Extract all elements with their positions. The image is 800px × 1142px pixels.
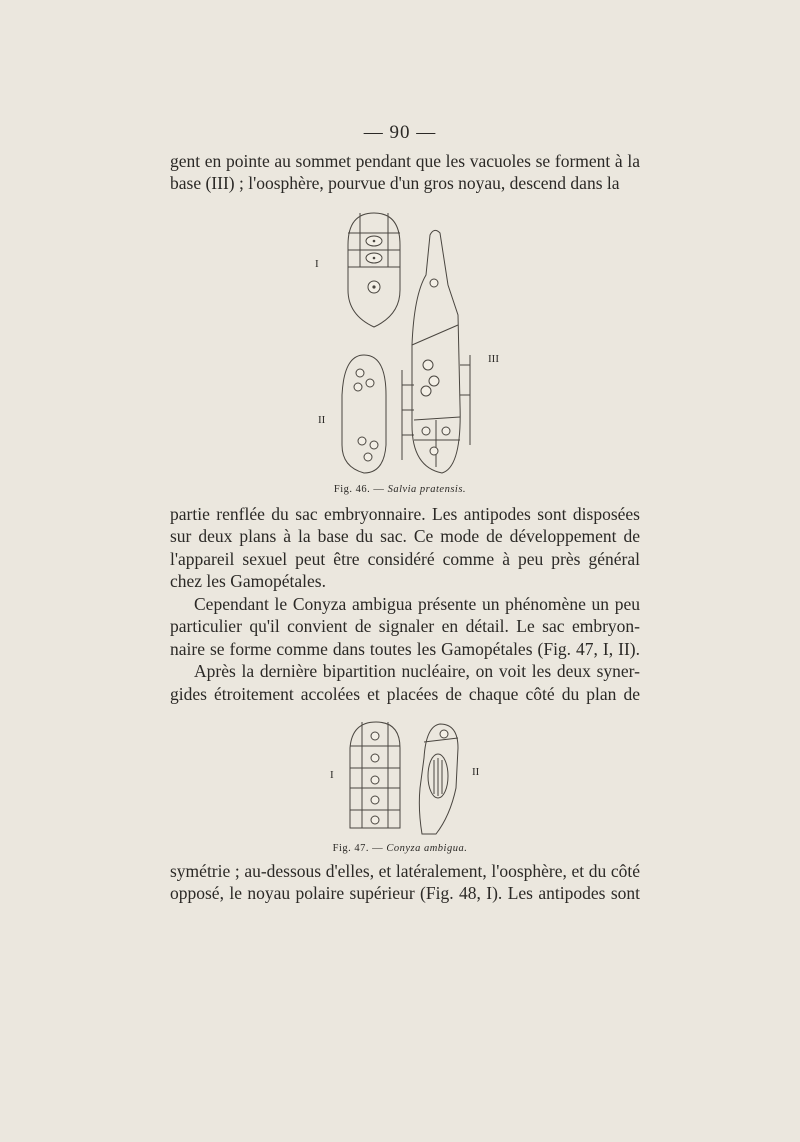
text-line: Cependant le Conyza ambigua présente un phénomène un peu xyxy=(194,594,640,614)
fig47-caption-prefix: Fig. 47. — xyxy=(332,843,384,854)
fig46-drawing-i xyxy=(348,213,400,327)
fig47-caption xyxy=(0,843,800,854)
fig46-caption-prefix: Fig. 46. — xyxy=(333,484,385,495)
fig46-caption xyxy=(0,484,800,495)
fig46-drawing-iii xyxy=(402,230,470,473)
fig47-label-ii: II xyxy=(472,766,480,778)
text-line: naire se forme comme dans toutes les Gamopétales (Fig. 47, I, II). xyxy=(170,638,640,659)
fig47-illustration xyxy=(340,718,470,838)
fig47-drawing-ii xyxy=(419,724,458,834)
text-line: opposé, le noyau polaire supérieur (Fig. 48, I). Les antipodes sont xyxy=(170,883,640,904)
text-line: Après la dernière bipartition nucléaire, on voit les deux syner- xyxy=(194,661,640,682)
fig46-label-i: I xyxy=(315,258,319,270)
fig46-label-iii: III xyxy=(488,353,499,365)
text-line: particulier qu'il convient de signaler en détail. Le sac embryon- xyxy=(170,616,640,637)
page-number: — 90 — xyxy=(363,122,437,143)
fig46-illustration xyxy=(330,205,480,480)
text-line: chez les Gamopétales. xyxy=(170,571,326,592)
text-line: gent en pointe au sommet pendant que les vacuoles se forment à la xyxy=(170,151,640,171)
fig46-caption-species: Salvia pratensis. xyxy=(387,484,467,495)
text-line: gides étroitement accolées et placées de chaque côté du plan de xyxy=(170,683,640,704)
fig47-label-i: I xyxy=(330,769,334,781)
text-line: base (III) ; l'oosphère, pourvue d'un gros noyau, descend dans la xyxy=(170,173,620,194)
fig46-label-ii: II xyxy=(318,414,326,426)
paragraph-3 xyxy=(170,593,640,705)
text-line: symétrie ; au-dessous d'elles, et latéralement, l'oosphère, et du côté xyxy=(170,861,640,881)
paragraph-1 xyxy=(170,150,640,195)
text-line: l'appareil sexuel peut être considéré comme à peu près général xyxy=(170,548,640,569)
text-line: sur deux plans à la base du sac. Ce mode de développement de xyxy=(170,526,640,547)
fig46-drawing-ii xyxy=(342,355,386,473)
paragraph-4 xyxy=(170,860,640,905)
fig47-caption-species: Conyza ambigua. xyxy=(386,843,468,854)
paragraph-2 xyxy=(170,503,640,593)
fig47-drawing-i xyxy=(350,722,400,828)
text-line: partie renflée du sac embryonnaire. Les antipodes sont disposées xyxy=(170,504,640,524)
